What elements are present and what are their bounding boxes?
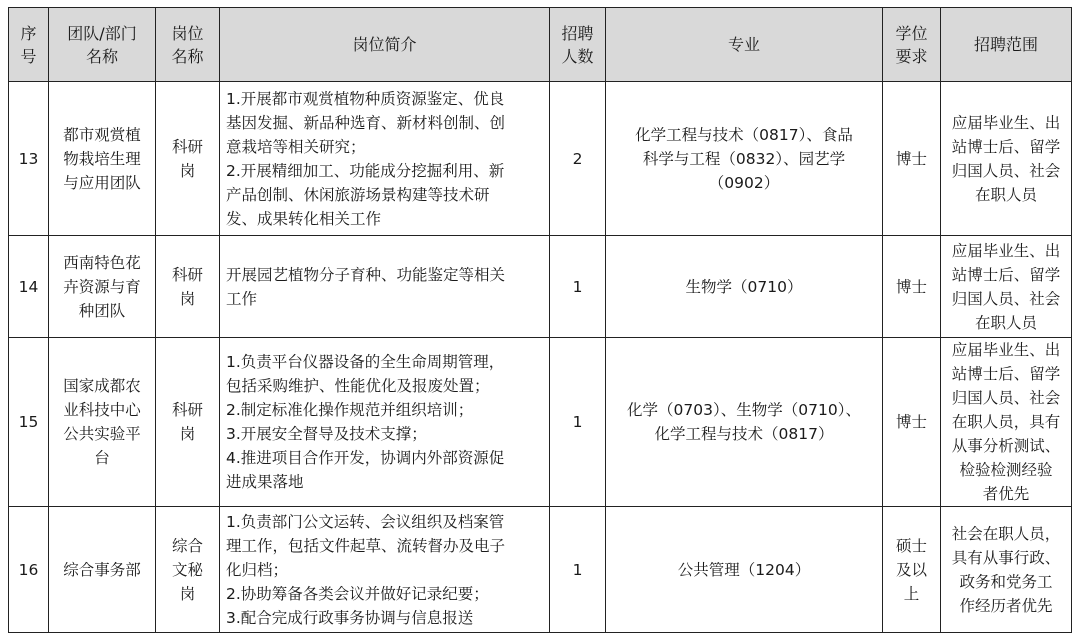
cell-line: 台 [94,449,110,467]
cell-scope [941,236,1072,338]
cell-post [156,82,220,236]
cell-no: 13 [9,82,49,236]
cell-line: 专业 [727,35,760,54]
cell-line: 化学（0703）、生物学（0710）、 [627,401,861,419]
cell-count: 2 [550,82,606,236]
cell-line: 应届毕业生、出 [951,113,1061,132]
cell-line: 站博士后、留学 [951,137,1061,156]
cell-line: 站博士后、留学 [951,365,1061,383]
cell-team [49,82,156,236]
cell-line: 科研 [171,137,203,156]
cell-degree [883,82,941,236]
cell-desc [220,338,550,507]
cell-line: 科研 [171,401,203,419]
cell-line: 归国人员、社会 [951,289,1061,308]
cell-line: 招聘 [561,23,594,43]
table-row [9,82,1072,236]
cell-line: 化学工程与技术（0817） [654,425,834,443]
cell-no: 15 [9,338,49,507]
cell-count: 1 [550,507,606,633]
cell-line: 上 [903,584,920,603]
cell-line: 2.制定标准化操作规范并组织培训； [226,401,474,419]
cell-line: （0902） [708,173,780,192]
cell-line: 博士 [895,413,927,431]
cell-line: 国家成都农 [63,377,141,395]
cell-team [49,507,156,633]
cell-line: 理工作，包括文件起草、流转督办及电子 [226,536,506,555]
cell-line: 意栽培等相关研究； [226,137,366,156]
cell-line: 2.协助筹备各类会议并做好记录纪要； [226,584,489,603]
cell-line: 名称 [85,46,118,66]
cell-line: 及以 [895,560,927,579]
cell-no: 16 [9,507,49,633]
cell-line: 1.开展都市观赏植物种质资源鉴定、优良 [226,89,505,108]
header-cell-degree [883,8,941,82]
cell-line: 招聘范围 [973,35,1038,54]
cell-line: 3.开展安全督导及技术支撑； [226,425,427,443]
cell-line: 与应用团队 [63,173,141,192]
cell-line: 者优先 [982,485,1030,503]
cell-line: 岗 [179,289,196,308]
cell-line: 硕士 [895,536,927,555]
cell-degree [883,236,941,338]
cell-line: 开展园艺植物分子育种、功能鉴定等相关 [226,265,506,284]
cell-count: 1 [550,338,606,507]
cell-line: 进成果落地 [226,473,304,491]
cell-line: 岗 [179,425,196,443]
cell-line: 在职人员 [974,313,1037,332]
cell-scope [941,82,1072,236]
cell-line: 社会在职人员， [951,524,1061,543]
header-cell-count [550,8,606,82]
cell-line: 岗位简介 [352,35,417,54]
cell-line: 科研 [171,265,203,284]
cell-team [49,338,156,507]
cell-line: 3.配合完成行政事务协调与信息报送 [226,608,474,627]
cell-no: 14 [9,236,49,338]
cell-line: 卉资源与育 [63,277,141,296]
cell-line: 公共管理（1204） [677,560,811,579]
cell-line: 化学工程与技术（0817）、食品 [635,125,853,144]
cell-line: 种团队 [78,301,126,320]
cell-line: 归国人员、社会 [951,161,1061,180]
cell-scope [941,507,1072,633]
cell-line: 应届毕业生、出 [951,241,1061,260]
header-cell-no [9,8,49,82]
cell-line: 文秘 [171,560,203,579]
cell-degree [883,338,941,507]
header-cell-scope [941,8,1072,82]
cell-line: 岗位 [171,23,204,43]
cell-line: 应届毕业生、出 [951,341,1061,359]
cell-line: 归国人员、社会 [951,389,1061,407]
header-cell-team [49,8,156,82]
cell-line: 生物学（0710） [685,277,803,296]
cell-line: 都市观赏植 [63,125,141,144]
header-cell-major [606,8,883,82]
cell-line: 基因发掘、新品种选育、新材料创制、创 [226,113,506,132]
cell-line: 发、成果转化相关工作 [226,209,382,228]
cell-line: 学位 [895,23,928,43]
cell-team [49,236,156,338]
cell-count: 1 [550,236,606,338]
cell-line: 从事分析测试、 [951,437,1061,455]
cell-line: 作经历者优先 [959,596,1053,615]
cell-line: 物栽培生理 [63,149,141,168]
cell-line: 名称 [171,46,204,66]
cell-line: 包括采购维护、性能优化及报废处置； [226,377,490,395]
cell-post [156,236,220,338]
cell-desc [220,82,550,236]
cell-line: 在职人员，具有 [951,413,1061,431]
cell-line: 人数 [561,46,594,66]
cell-line: 工作 [226,289,258,308]
cell-desc [220,236,550,338]
cell-line: 检验检测经验 [959,461,1053,479]
cell-line: 在职人员 [974,185,1037,204]
cell-line: 号 [20,46,37,66]
cell-line: 具有从事行政、 [951,548,1061,567]
cell-major [606,82,883,236]
header-cell-desc [220,8,550,82]
cell-line: 站博士后、留学 [951,265,1061,284]
table-row [9,338,1072,507]
cell-line: 公共实验平 [63,425,141,443]
cell-line: 化归档； [226,560,289,579]
cell-line: 团队/部门 [67,23,137,43]
cell-major [606,507,883,633]
table-row [9,507,1072,633]
cell-line: 西南特色花 [63,253,141,272]
table-row [9,236,1072,338]
table-header-row [9,8,1072,82]
recruitment-table [8,7,1072,633]
cell-post [156,507,220,633]
cell-line: 序 [20,23,37,43]
cell-line: 综合 [171,536,203,555]
cell-line: 要求 [895,46,928,66]
cell-desc [220,507,550,633]
cell-major [606,338,883,507]
cell-line: 岗 [179,161,196,180]
cell-line: 综合事务部 [63,560,141,579]
cell-degree [883,507,941,633]
cell-line: 业科技中心 [63,401,141,419]
cell-line: 1.负责平台仪器设备的全生命周期管理， [226,353,505,371]
cell-line: 产品创制、休闲旅游场景构建等技术研 [226,185,490,204]
cell-major [606,236,883,338]
cell-line: 博士 [895,277,927,296]
cell-line: 2.开展精细加工、功能成分挖掘利用、新 [226,161,505,180]
cell-line: 科学与工程（0832）、园艺学 [642,149,846,168]
header-cell-post [156,8,220,82]
cell-line: 1.负责部门公文运转、会议组织及档案管 [226,512,505,531]
cell-line: 政务和党务工 [959,572,1053,591]
cell-line: 4.推进项目合作开发，协调内外部资源促 [226,449,505,467]
cell-scope [941,338,1072,507]
cell-post [156,338,220,507]
cell-line: 博士 [895,149,927,168]
cell-line: 岗 [179,584,196,603]
